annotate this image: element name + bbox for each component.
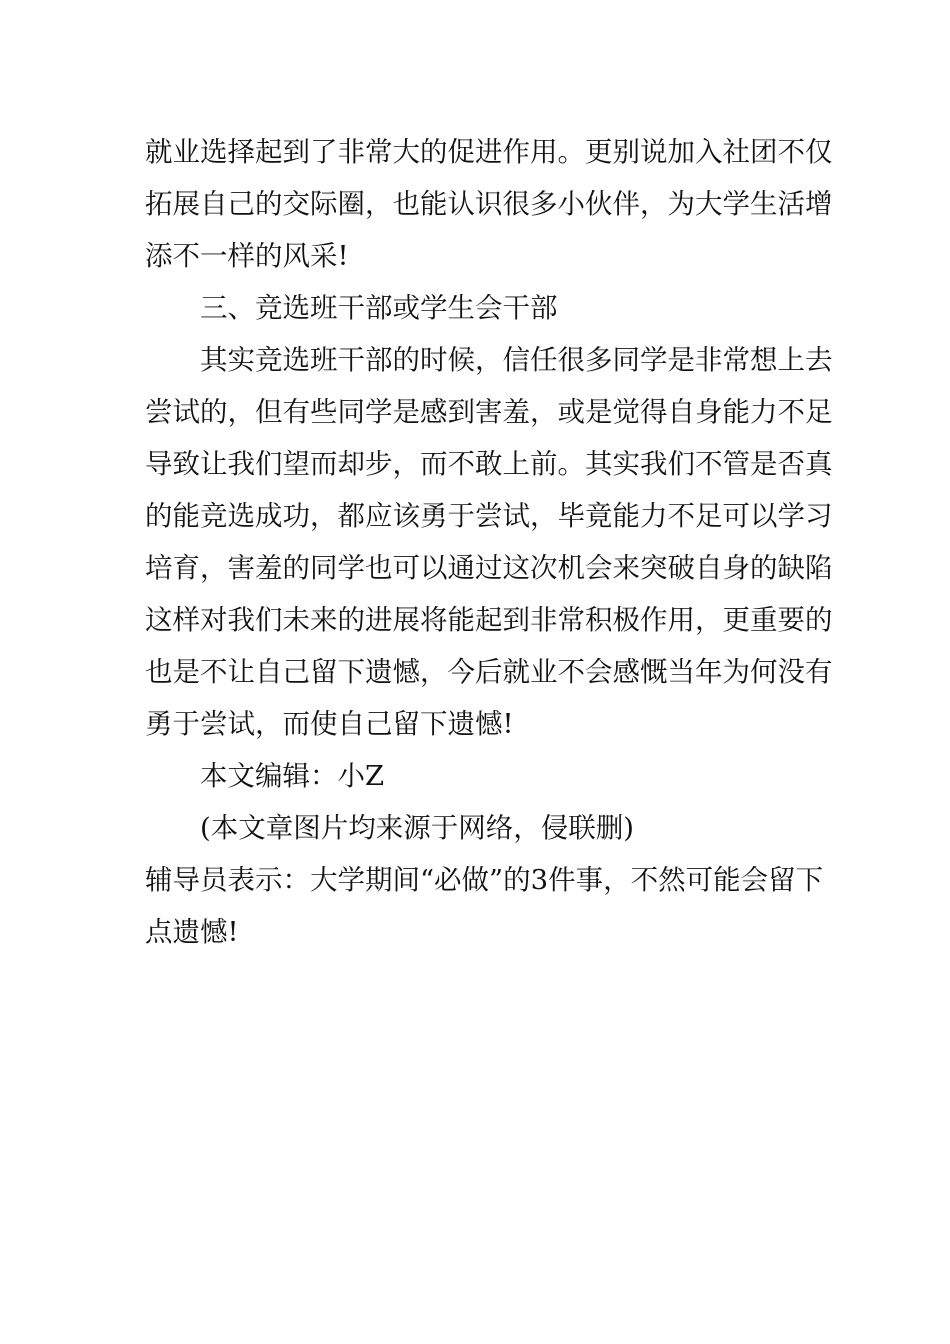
paragraph-1-line: 就业选择起到了非常大的促进作用。更别说加入社团不仅 (145, 136, 833, 168)
paragraph-2-line: 勇于尝试，而使自己留下遗憾! (145, 708, 514, 740)
article-title-line: 点遗憾! (145, 916, 239, 948)
paragraph-2-line: 培育，害羞的同学也可以通过这次机会来突破自身的缺陷 (145, 552, 833, 584)
document-body (145, 126, 833, 958)
paragraph-2-line: 这样对我们未来的进展将能起到非常积极作用，更重要的 (145, 604, 833, 636)
article-title-line: 辅导员表示：大学期间“必做”的3件事，不然可能会留下 (145, 864, 824, 896)
paragraph-1-line: 添不一样的风采! (145, 240, 349, 272)
image-source-note: (本文章图片均来源于网络，侵联删) (200, 812, 634, 844)
paragraph-2-line: 导致让我们望而却步，而不敢上前。其实我们不管是否真 (145, 448, 833, 480)
section-heading-3: 三、竞选班干部或学生会干部 (200, 292, 558, 324)
paragraph-2-line: 其实竞选班干部的时候，信任很多同学是非常想上去 (200, 344, 833, 376)
paragraph-2-line: 的能竞选成功，都应该勇于尝试，毕竟能力不足可以学习 (145, 500, 833, 532)
paragraph-2-line: 也是不让自己留下遗憾，今后就业不会感慨当年为何没有 (145, 656, 833, 688)
paragraph-1-line: 拓展自己的交际圈，也能认识很多小伙伴，为大学生活增 (145, 188, 833, 220)
editor-credit: 本文编辑：小Z (200, 760, 385, 792)
paragraph-2-line: 尝试的，但有些同学是感到害羞，或是觉得自身能力不足 (145, 396, 833, 428)
